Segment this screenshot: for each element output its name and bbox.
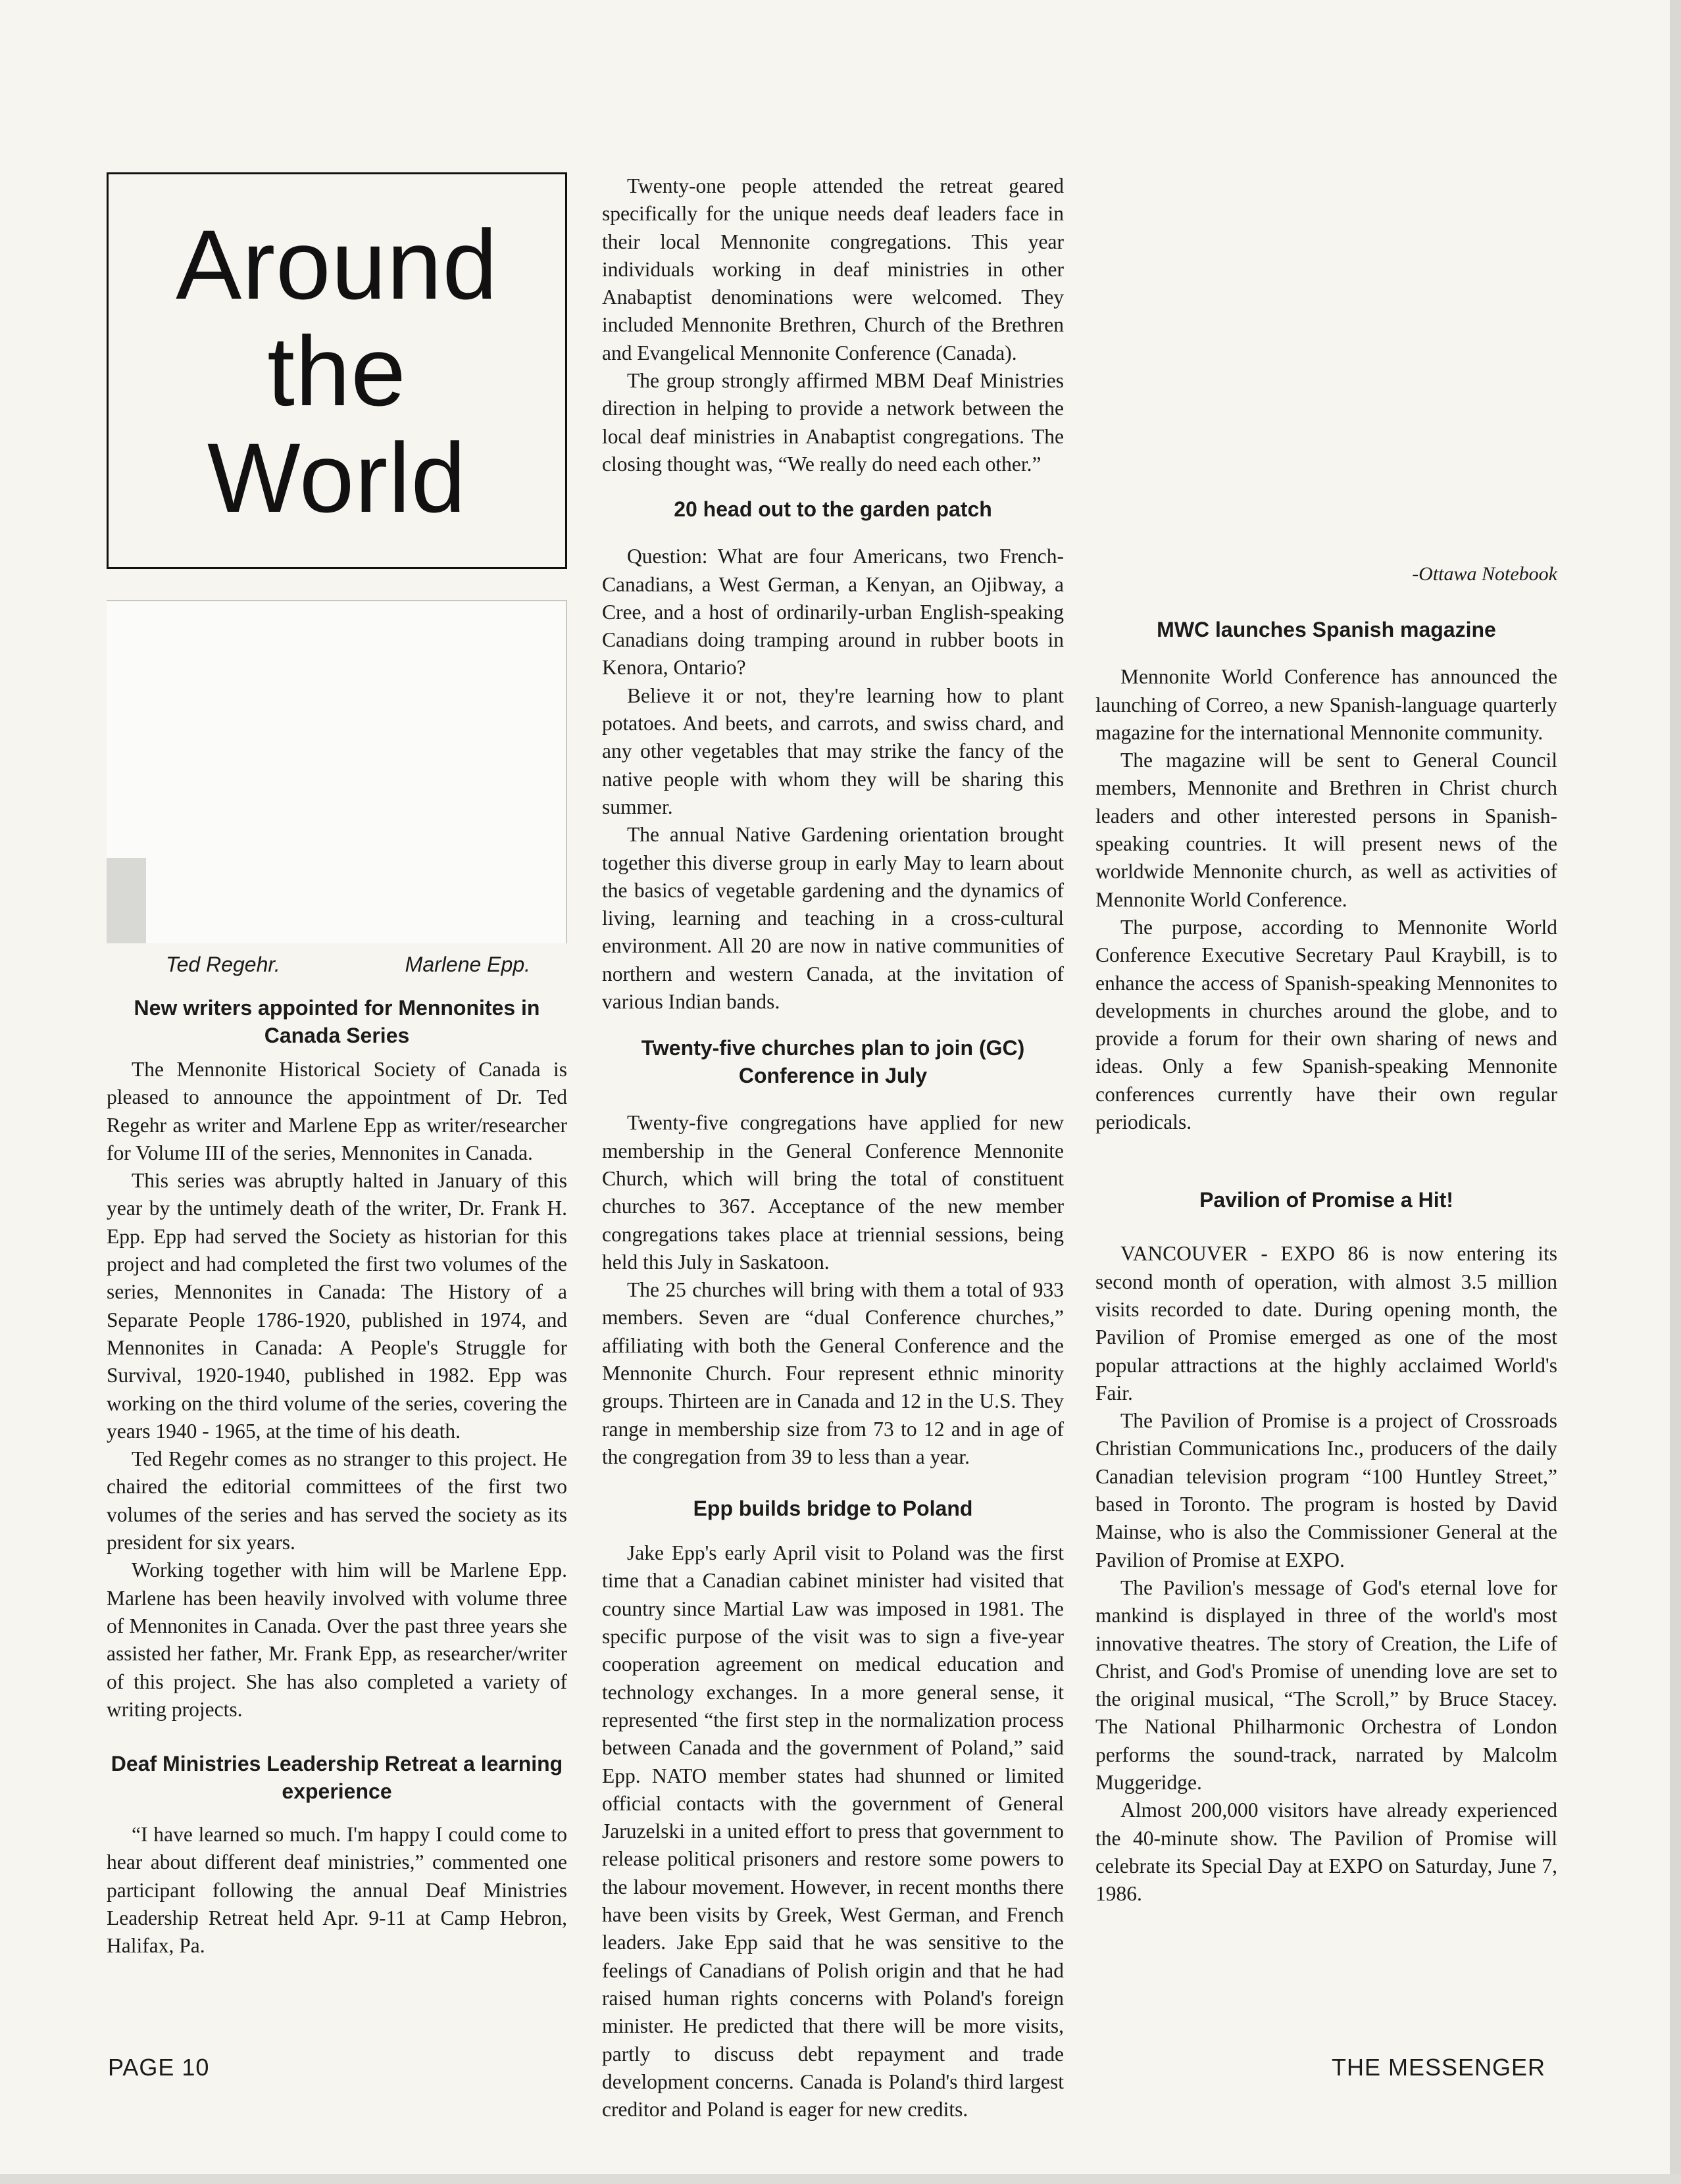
headline-churches: Twenty-five churches plan to join (GC) Conference in July [641, 1036, 1025, 1088]
article-deaf-body [107, 1821, 567, 1960]
article-paragraph: “I have learned so much. I'm happy I could come to hear about different deaf ministries,” commented one participant following the annual Deaf Ministries Leadership Retreat held Apr. 9-11 at Camp Hebron, Halifax, Pa. [107, 1823, 567, 1958]
article-garden-body [602, 543, 1064, 1016]
article-paragraph: The magazine will be sent to General Council members, Mennonite and Brethren in Christ church leaders and other interested persons in Spanish-speaking countries. It will present news of the worldwide Mennonite church, as well as activities of Mennonite World Conference. [1095, 749, 1557, 911]
headline-writers: New writers appointed for Mennonites in Canada Series [134, 996, 540, 1047]
article-paragraph: The Pavilion of Promise is a project of Crossroads Christian Communications Inc., producers of the daily Canadian television program “100 Huntley Street,” based in Toronto. The program is hosted by David Mainse, who is also the Commissioner General at the Pavilion of Promise at EXPO. [1095, 1409, 1557, 1572]
caption-ted-regehr: Ted Regehr. [166, 953, 280, 976]
headline-poland: Epp builds bridge to Poland [693, 1497, 973, 1521]
column-left [107, 172, 567, 1960]
article-paragraph: Twenty-five congregations have applied for new membership in the General Conference Mennonite Church, which will bring the total of constituent churches to 367. Acceptance of the new member congregations takes place at triennial sessions, being held this July in Saskatoon. [602, 1111, 1064, 1274]
headline-deaf-ministries: Deaf Ministries Leadership Retreat a learning experience [111, 1752, 563, 1804]
article-pavilion-body [1095, 1240, 1557, 1908]
article-paragraph: The annual Native Gardening orientation brought together this diverse group in early May to learn about the basics of vegetable gardening and the dynamics of living, learning and teaching in a cross-cultural environment. All 20 are now in native communities of northern and western Canada, at the invitation of various Indian bands. [602, 823, 1064, 1014]
headline-mwc: MWC launches Spanish magazine [1157, 618, 1496, 642]
article-paragraph: Jake Epp's early April visit to Poland was the first time that a Canadian cabinet minister had visited that country since Martial Law was imposed in 1981. The specific purpose of the visit was to sign a five-year cooperation agreement on medical education and technology exchanges. In a more general sense, it represented “the first step in the normalization process between Canada and the government of Poland,” said Epp. NATO member states had shunned or limited official contacts with the government of General Jaruzelski in a united effort to press that government to release political prisoners and restore some powers to the labour movement. However, in recent months there have been visits by Greek, West German, and French leaders. Jake Epp said that he was sensitive to the feelings of Canadians of Polish origin and that he had raised human rights concerns with Poland's foreign minister. He predicted that there will be more visits, partly to discuss debt repayment and trade development concerns. Canada is Poland's third largest creditor and Poland is eager for new credits. [602, 1541, 1064, 2122]
scan-edge-bottom [0, 2174, 1681, 2184]
article-paragraph: VANCOUVER - EXPO 86 is now entering its second month of operation, with almost 3.5 million visits recorded to date. During opening month, the Pavilion of Promise emerged as one of the most popular attractions at the highly acclaimed World's Fair. [1095, 1242, 1557, 1404]
article-paragraph: Almost 200,000 visitors have already experienced the 40-minute show. The Pavilion of Promise will celebrate its Special Day at EXPO on Saturday, June 7, 1986. [1095, 1799, 1557, 1906]
column-right [1095, 172, 1557, 1908]
article-paragraph: Question: What are four Americans, two French-Canadians, a West German, a Kenyan, an Ojibway, a Cree, and a host of ordinarily-urban English-speaking Canadians doing tramping around in rubber boots in Kenora, Ontario? [602, 545, 1064, 680]
article-paragraph: The Mennonite Historical Society of Canada is pleased to announce the appointment of Dr. Ted Regehr as writer and Marlene Epp as writer/researcher for Volume III of the series, Mennonites in Canada. [107, 1058, 567, 1164]
article-paragraph: Twenty-one people attended the retreat geared specifically for the unique needs deaf leaders face in their local Mennonite congregations. This year individuals working in deaf ministries in other Anabaptist denominations were welcomed. They included Mennonite Brethren, Church of the Brethren and Evangelical Mennonite Conference (Canada). [602, 174, 1064, 364]
article-poland-continued-space [1095, 172, 1557, 560]
caption-marlene-epp: Marlene Epp. [405, 953, 530, 976]
article-paragraph: The purpose, according to Mennonite World Conference Executive Secretary Paul Kraybill, is to enhance the access of Spanish-speaking Mennonites to developments in churches around the globe, and to provide a forum for their own sharing of news and ideas. Only a few Spanish-speaking Mennonite conferences currently have their own regular periodicals. [1095, 915, 1557, 1134]
article-deaf-continued [602, 172, 1064, 478]
column-middle [602, 172, 1064, 2123]
article-paragraph: The Pavilion's message of God's eternal love for mankind is displayed in three of the world's most innovative theatres. The story of Creation, the Life of Christ, and God's Promise of unending love are set to the original musical, “The Scroll,” by Bruce Stacey. The National Philharmonic Orchestra of London performs the sound-track, narrated by Malcolm Muggeridge. [1095, 1576, 1557, 1794]
article-writers-body [107, 1056, 567, 1724]
article-paragraph: Mennonite World Conference has announced the launching of Correo, a new Spanish-language quarterly magazine for the international Mennonite community. [1095, 665, 1557, 744]
article-paragraph: Working together with him will be Marlene Epp. Marlene has been heavily involved with volume three of Mennonites in Canada. Over the past three years she assisted her father, Mr. Frank Epp, as researcher/writer of this project. She has also completed a variety of writing projects. [107, 1558, 567, 1721]
article-paragraph: The 25 churches will bring with them a total of 933 members. Seven are “dual Conference churches,” affiliating with both the General Conference and the Mennonite Church. Four represent ethnic minority groups. Thirteen are in Canada and 12 in the U.S. They range in membership size from 73 to 12 and in age of the congregation from 39 to less than a year. [602, 1278, 1064, 1468]
headline-pavilion: Pavilion of Promise a Hit! [1199, 1188, 1453, 1212]
page-number: PAGE 10 [108, 2054, 210, 2081]
section-title: Around the World [176, 209, 498, 533]
article-source-credit: -Ottawa Notebook [1412, 563, 1557, 585]
article-paragraph: The group strongly affirmed MBM Deaf Ministries direction in helping to provide a network between the local deaf ministries in Anabaptist congregations. The closing thought was, “We really do need each other.” [602, 369, 1064, 476]
article-poland-body [602, 1539, 1064, 2123]
article-churches-body [602, 1109, 1064, 1471]
article-paragraph: Ted Regehr comes as no stranger to this project. He chaired the editorial committees of the first two volumes of the series and has served the society as its president for six years. [107, 1447, 567, 1554]
photo-placeholder [107, 600, 567, 943]
article-paragraph: Believe it or not, they're learning how to plant potatoes. And beets, and carrots, and swiss chard, and any other vegetables that may strike the fancy of the native people with whom they will be sharing this summer. [602, 683, 1064, 818]
section-title-box [107, 172, 567, 569]
photo-shading [107, 858, 146, 943]
publication-name: THE MESSENGER [1332, 2054, 1546, 2081]
scan-edge-right [1670, 0, 1681, 2184]
headline-garden: 20 head out to the garden patch [674, 497, 992, 522]
article-mwc-body [1095, 663, 1557, 1136]
photo-captions [107, 943, 567, 977]
article-paragraph: This series was abruptly halted in January of this year by the untimely death of the writer, Dr. Frank H. Epp. Epp had served the Society as historian for this project and had completed the first two volumes of the series, Mennonites in Canada: The History of a Separate People 1786-1920, published in 1974, and Mennonites in Canada: A People's Struggle for Survival, 1920-1940, published in 1982. Epp was working on the third volume of the series, covering the years 1940 - 1965, at the time of his death. [107, 1169, 567, 1443]
